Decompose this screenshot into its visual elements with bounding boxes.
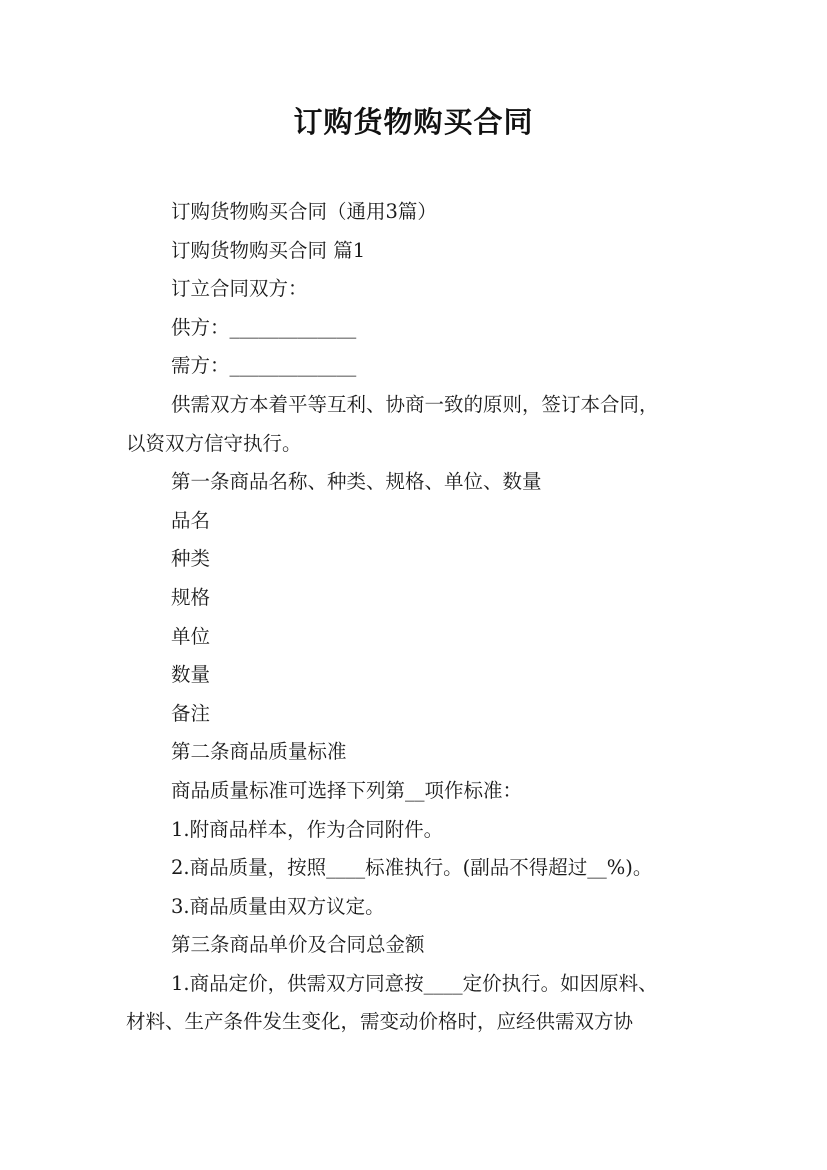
item-product-name: 品名 (171, 508, 211, 532)
pricing-clause-1-continued: 材料、生产条件发生变化，需变动价格时，应经供需双方协 (126, 1010, 634, 1034)
document-title: 订购货物购买合同 (293, 105, 534, 139)
article-3-heading: 第三条商品单价及合同总金额 (171, 933, 425, 957)
quality-option-3: 3.商品质量由双方议定。 (171, 894, 385, 918)
document-body (126, 193, 716, 1042)
article-1-heading: 第一条商品名称、种类、规格、单位、数量 (171, 470, 542, 494)
item-remarks: 备注 (171, 701, 211, 725)
item-unit: 单位 (171, 624, 211, 648)
item-specification: 规格 (171, 585, 211, 609)
quality-option-2: 2.商品质量，按照____标准执行。(副品不得超过__%)。 (171, 856, 653, 880)
paragraph-parties-label: 订立合同双方： (171, 277, 308, 301)
pricing-clause-1: 1.商品定价，供需双方同意按____定价执行。如因原料、 (171, 971, 658, 995)
quality-option-1: 1.附商品样本，作为合同附件。 (171, 817, 444, 841)
paragraph-principle: 供需双方本着平等互利、协商一致的原则，签订本合同， (171, 392, 659, 416)
paragraph-quality-options: 商品质量标准可选择下列第__项作标准： (171, 778, 523, 802)
article-2-heading: 第二条商品质量标准 (171, 740, 347, 764)
paragraph-supplier-field: 供方：_____________ (171, 315, 357, 339)
item-quantity: 数量 (171, 663, 211, 687)
paragraph-principle-continued: 以资双方信守执行。 (126, 431, 302, 455)
item-category: 种类 (171, 547, 211, 571)
paragraph-buyer-field: 需方：_____________ (171, 354, 357, 378)
paragraph-subtitle: 订购货物购买合同（通用3篇） (171, 200, 437, 223)
paragraph-part-heading: 订购货物购买合同 篇1 (171, 238, 366, 262)
